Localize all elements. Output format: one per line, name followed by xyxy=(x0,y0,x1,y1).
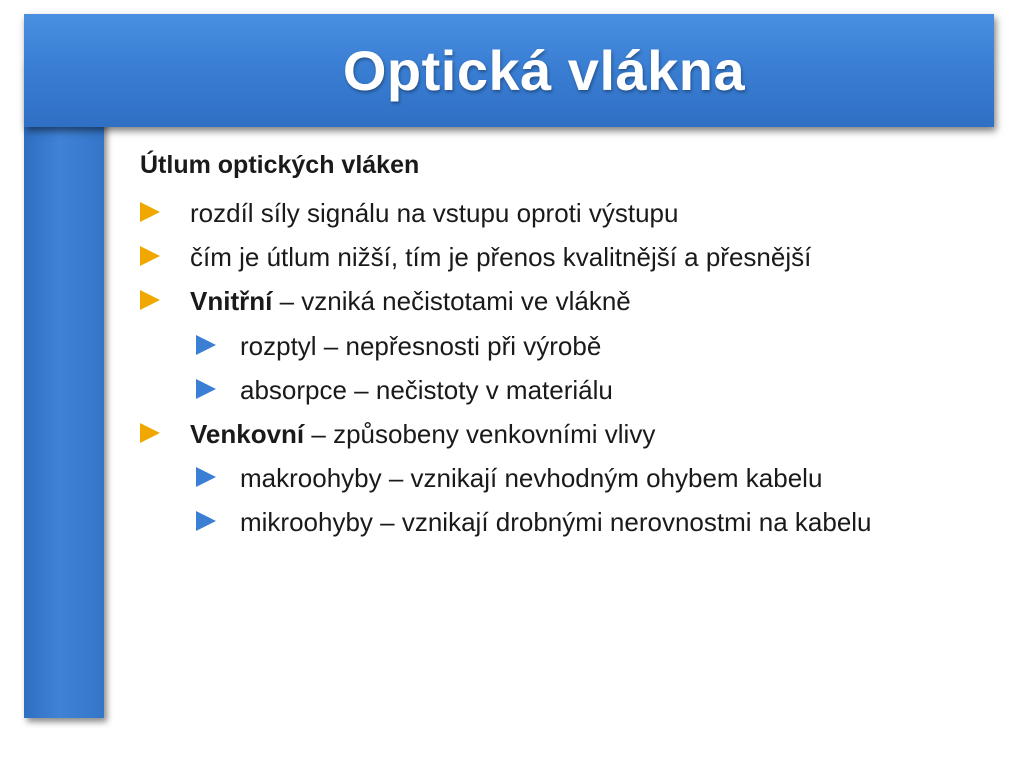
bullet-text: čím je útlum nižší, tím je přenos kvalitnější a přesnější xyxy=(190,242,812,273)
bullet-item xyxy=(140,242,980,273)
sub-bullet-item xyxy=(140,375,980,406)
slide-subtitle: Útlum optických vláken xyxy=(140,151,420,179)
sub-bullet-text: absorpce – nečistoty v materiálu xyxy=(240,374,613,405)
sub-bullet-arrow-icon xyxy=(196,335,216,355)
slide-title: Optická vlákna xyxy=(342,39,746,102)
bullet-text: – vzniká nečistotami ve vlákně xyxy=(272,286,631,317)
sub-bullet-arrow-icon xyxy=(196,379,216,399)
bullet-arrow-icon xyxy=(140,290,160,310)
slide-content xyxy=(140,150,980,552)
bullet-bold-term: Venkovní xyxy=(190,418,305,449)
bullet-arrow-icon xyxy=(140,246,160,266)
title-banner xyxy=(24,14,994,127)
sub-bullet-text: rozptyl – nepřesnosti při výrobě xyxy=(240,330,602,361)
bullet-arrow-icon xyxy=(140,423,160,443)
sub-bullet-arrow-icon xyxy=(196,511,216,531)
sub-bullet-item xyxy=(140,331,980,362)
bullet-bold-term: Vnitřní xyxy=(190,286,273,317)
sub-bullet-item xyxy=(140,507,980,538)
bullet-text: rozdíl síly signálu na vstupu oproti výstupu xyxy=(190,198,679,228)
sub-bullet-text: makroohyby – vznikají nevhodným ohybem kabelu xyxy=(240,463,823,494)
bullet-text: – způsobeny venkovními vlivy xyxy=(304,418,656,449)
bullet-item xyxy=(140,419,980,450)
bullet-list xyxy=(140,198,980,539)
bullet-arrow-icon xyxy=(140,202,160,222)
bullet-item xyxy=(140,198,980,229)
bullet-item xyxy=(140,286,980,317)
sub-bullet-item xyxy=(140,463,980,494)
side-accent-bar xyxy=(24,60,104,718)
sub-bullet-arrow-icon xyxy=(196,467,216,487)
sub-bullet-text: mikroohyby – vznikají drobnými nerovnostmi na kabelu xyxy=(240,507,872,538)
